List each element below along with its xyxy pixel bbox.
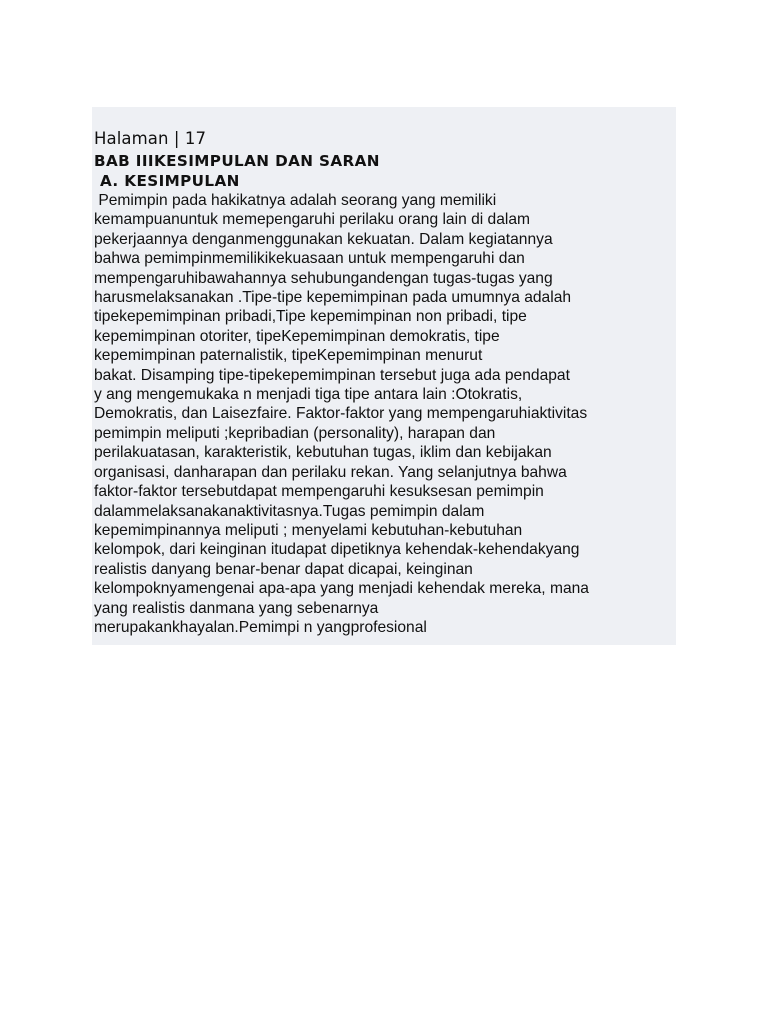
body-line: bahwa pemimpinmemilikikekuasaan untuk mempengaruhi dan [94, 250, 525, 268]
chapter-title: BAB IIIKESIMPULAN DAN SARAN [94, 152, 380, 170]
body-line: bakat. Disamping tipe-tipekepemimpinan tersebut juga ada pendapat [94, 366, 570, 384]
body-line: Demokratis, dan Laisezfaire. Faktor-faktor yang mempengaruhiaktivitas [94, 405, 588, 423]
body-line: kepemimpinannya meliputi ; menyelami kebutuhan-kebutuhan [94, 521, 523, 539]
body-line: dalammelaksanakanaktivitasnya.Tugas pemimpin dalam [94, 502, 485, 520]
body-line: organisasi, danharapan dan perilaku rekan. Yang selanjutnya bahwa [94, 463, 567, 481]
body-line: pekerjaannya denganmenggunakan kekuatan. Dalam kegiatannya [94, 230, 553, 248]
body-line: kepemimpinan paternalistik, tipeKepemimpinan menurut [94, 347, 483, 365]
section-title: A. KESIMPULAN [100, 172, 240, 190]
body-line: kemampuanuntuk memepengaruhi perilaku orang lain di dalam [94, 211, 531, 229]
body-line: tipekepemimpinan pribadi,Tipe kepemimpinan non pribadi, tipe [94, 308, 527, 326]
body-line: mempengaruhibawahannya sehubungandengan tugas-tugas yang [94, 269, 553, 287]
document-page [92, 107, 676, 645]
body-line: pemimpin meliputi ;kepribadian (personality), harapan dan [94, 424, 496, 442]
body-line: Pemimpin pada hakikatnya adalah seorang yang memiliki [94, 192, 497, 209]
body-line: kepemimpinan otoriter, tipeKepemimpinan demokratis, tipe [94, 327, 500, 345]
body-text [94, 191, 676, 637]
body-line: yang realistis danmana yang sebenarnya [94, 599, 379, 617]
body-line: kelompok, dari keinginan itudapat dipetiknya kehendak-kehendakyang [94, 541, 580, 559]
body-line: perilakuatasan, karakteristik, kebutuhan tugas, iklim dan kebijakan [94, 444, 552, 462]
body-line: realistis danyang benar-benar dapat dicapai, keinginan [94, 560, 473, 578]
page-number: Halaman | 17 [94, 129, 207, 148]
body-line: y ang mengemukaka n menjadi tiga tipe antara lain :Otokratis, [94, 386, 523, 404]
body-line: harusmelaksanakan .Tipe-tipe kepemimpinan pada umumnya adalah [94, 289, 572, 307]
body-line: faktor-faktor tersebutdapat mempengaruhi kesuksesan pemimpin [94, 483, 544, 501]
body-line: merupakankhayalan.Pemimpi n yangprofesional [94, 618, 427, 636]
body-line: kelompoknyamengenai apa-apa yang menjadi kehendak mereka, mana [94, 580, 589, 598]
